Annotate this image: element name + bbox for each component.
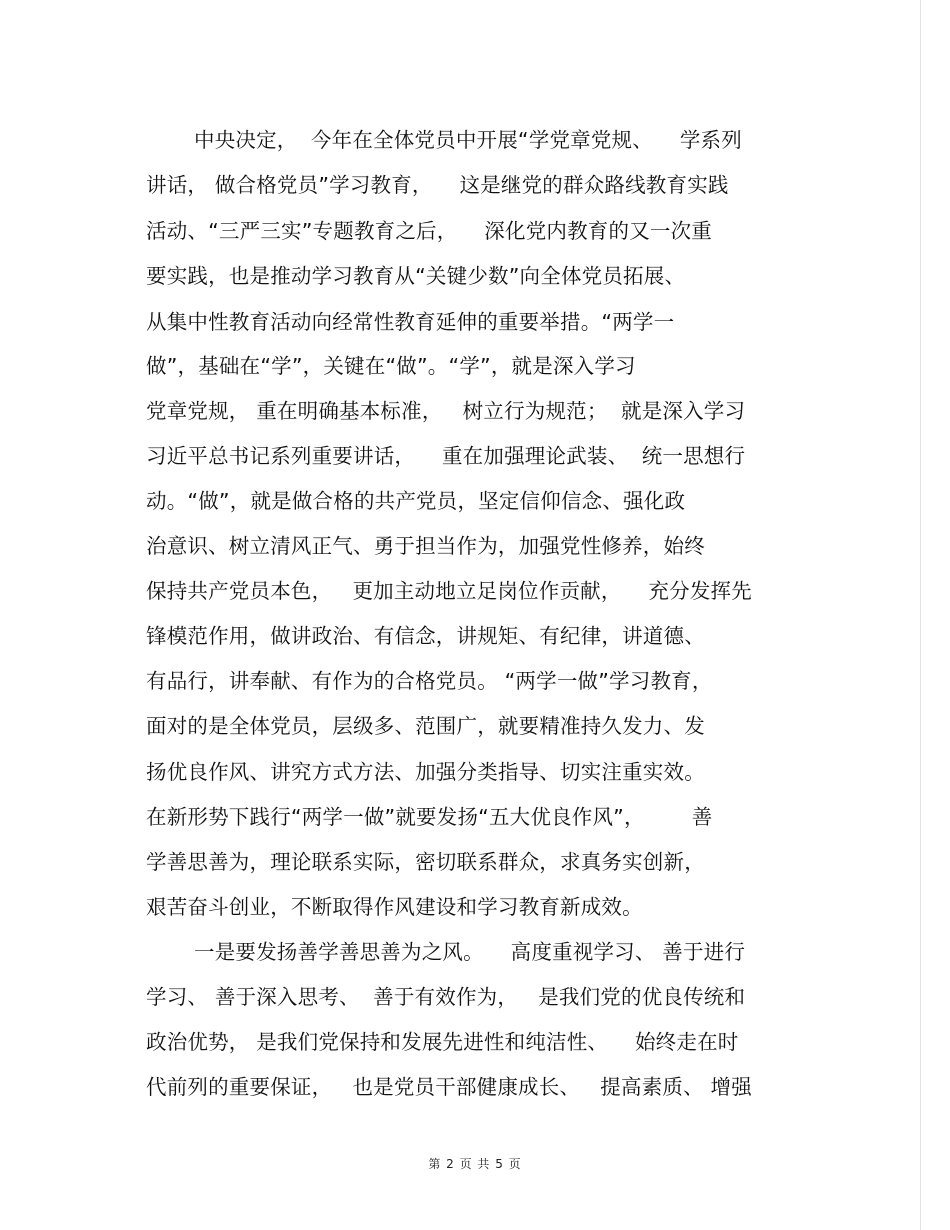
- text-line: 有品行，讲奉献、有作为的合格党员。 “两学一做”学习教育，: [146, 669, 713, 693]
- text-line: 扬优良作风、讲究方式方法、加强分类指导、切实注重实效。: [146, 760, 705, 784]
- text-line: 在新形势下践行“两学一做”就要发扬“五大优良作风”， 善: [146, 805, 713, 829]
- text-line: 党章党规， 重在明确基本标准， 树立行为规范； 就是深入学习: [146, 399, 746, 423]
- page-number-footer: 第 2 页 共 5 页: [428, 1157, 522, 1171]
- text-line: 中央决定， 今年在全体党员中开展“学党章党规、 学系列: [194, 128, 742, 152]
- text-line: 学善思善为，理论联系实际，密切联系群众，求真务实创新，: [146, 850, 705, 874]
- text-line: 做”，基础在“学”，关键在“做”。“学”，就是深入学习: [146, 354, 636, 378]
- text-line: 一是要发扬善学善思善为之风。 高度重视学习、 善于进行: [194, 940, 746, 964]
- text-line: 政治优势， 是我们党保持和发展先进性和纯洁性、 始终走在时: [146, 1030, 739, 1054]
- text-line: 要实践，也是推动学习教育从“关键少数”向全体党员拓展、: [146, 264, 686, 288]
- text-line: 面对的是全体党员，层级多、范围广，就要精准持久发力、发: [146, 714, 705, 738]
- text-line: 活动、“三严三实”专题教育之后， 深化党内教育的又一次重: [146, 219, 713, 243]
- text-line: 代前列的重要保证， 也是党员干部健康成长、 提高素质、 增强: [146, 1075, 752, 1099]
- text-line: 动。“做”，就是做合格的共产党员，坚定信仰信念、强化政: [146, 489, 686, 513]
- text-line: 从集中性教育活动向经常性教育延伸的重要举措。“两学一: [146, 310, 675, 334]
- page-edge-divider: [920, 0, 921, 1230]
- text-line: 习近平总书记系列重要讲话， 重在加强理论武装、 统一思想行: [146, 444, 746, 468]
- text-line: 学习、 善于深入思考、 善于有效作为， 是我们党的优良传统和: [146, 985, 746, 1009]
- text-line: 保持共产党员本色， 更加主动地立足岗位作贡献， 充分发挥先: [146, 579, 752, 603]
- text-line: 艰苦奋斗创业，不断取得作风建设和学习教育新成效。: [146, 895, 643, 919]
- text-line: 讲话， 做合格党员”学习教育， 这是继党的群众路线教育实践: [146, 173, 729, 197]
- text-line: 锋模范作用，做讲政治、有信念，讲规矩、有纪律，讲道德、: [146, 624, 705, 648]
- text-line: 治意识、树立清风正气、勇于担当作为，加强党性修养，始终: [146, 534, 705, 558]
